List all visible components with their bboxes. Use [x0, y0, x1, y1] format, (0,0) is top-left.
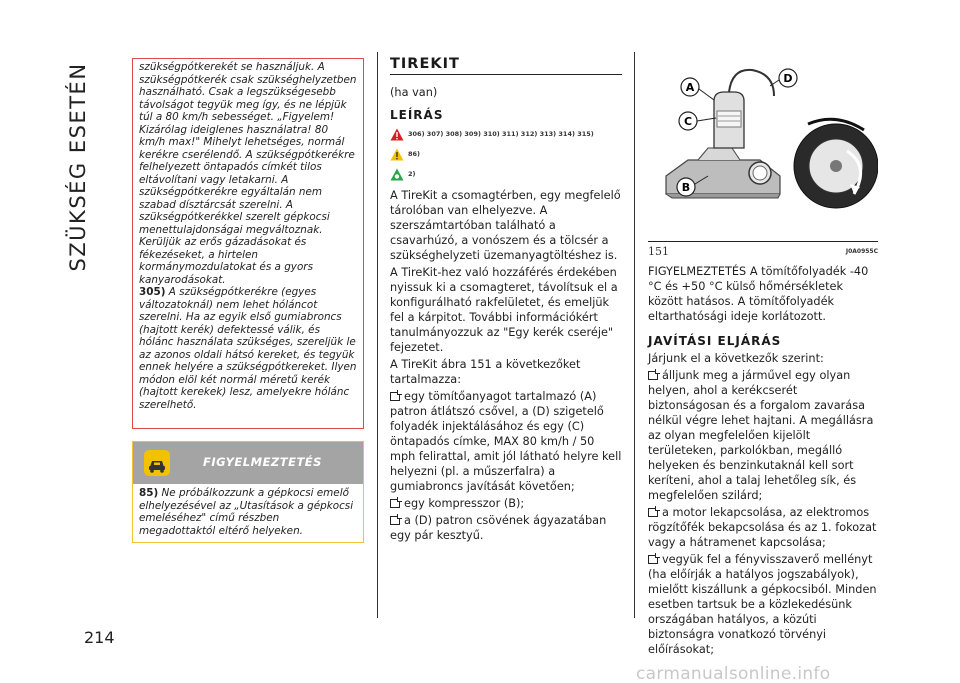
attention-item	[139, 487, 357, 537]
repair-procedure-heading: JAVÍTÁSI ELJÁRÁS	[648, 334, 782, 348]
list-item: egy kompresszor (B);	[390, 496, 622, 511]
list-item: a motor lekapcsolása, az elektromos rögzítőfék bekapcsolása és az 1. fokozat vagy a hátramenet kapcsolása;	[648, 506, 877, 549]
caution-triangle-icon	[390, 148, 404, 161]
caution-refs-text: 86)	[408, 150, 421, 158]
label-b: B	[681, 181, 691, 194]
warning-item-number: 305)	[139, 286, 166, 298]
checkbox-bullet-icon	[648, 555, 658, 564]
warning-refs-text: 306) 307) 308) 309) 310) 311) 312) 313) 314) 315)	[408, 130, 594, 138]
figure-number: 151	[648, 245, 669, 258]
paragraph: A TireKit a csomagtérben, egy megfelelő tárolóban van elhelyezve. A szerszámtartóban található a csavarhúzó, a vonószem és a tölcsér a szükséghelyzeti üzemanyagtöltéshez is.	[390, 189, 621, 262]
tirekit-figure	[648, 56, 878, 239]
attention-title: FIGYELMEZTETÉS	[203, 455, 322, 469]
checkbox-bullet-icon	[648, 371, 658, 380]
page-number: 214	[84, 628, 115, 647]
description-heading: LEÍRÁS	[390, 108, 444, 122]
environment-references	[390, 166, 622, 182]
warning-item	[139, 286, 357, 411]
repair-column	[648, 56, 878, 657]
list-item: álljunk meg a járművel egy olyan helyen, ahol a kerékcserét biztonságosan és a forgalom zavarása nélkül végre lehet hajtani. A megállásra az olyan megfelelően kijelölt területeken, parkolókban, megálló helyeken és benzinkutaknál kell sort keríteni, ahol a talaj lehetőleg sík, és megfelelően szilárd;	[648, 369, 874, 502]
side-section-title: SZÜKSÉG ESETÉN	[66, 62, 90, 272]
caution-references	[390, 146, 622, 162]
label-a: A	[685, 81, 695, 94]
tirekit-column	[390, 56, 622, 543]
checkbox-bullet-icon	[390, 516, 400, 525]
label-d: D	[783, 72, 793, 85]
paragraph: Járjunk el a következők szerint:	[648, 352, 824, 365]
environment-refs-text: 2)	[408, 170, 416, 178]
car-warning-icon	[143, 449, 171, 477]
column-divider-1	[377, 52, 378, 618]
figure-rule	[648, 241, 878, 242]
availability-note: (ha van)	[390, 86, 438, 99]
warning-references	[390, 126, 622, 142]
danger-triangle-icon	[390, 128, 404, 141]
figure-code: J0A0955C	[845, 248, 878, 255]
paragraph: FIGYELMEZTETÉS A tömítőfolyadék -40 °C és +50 °C külső hőmérsékletek között hatásos. A tömítőfolyadék eltarthatósági ideje korlátozott.	[648, 265, 869, 323]
checkbox-bullet-icon	[648, 508, 658, 517]
list-item: a (D) patron csövének ágyazatában egy pár kesztyű.	[390, 514, 607, 542]
warning-box	[132, 58, 364, 429]
tirekit-illustration	[648, 56, 878, 239]
paragraph: A TireKit ábra 151 a következőket tartalmazza:	[390, 358, 581, 386]
warning-intro-text: szükségpótkerekét se használjuk. A szükségpótkerék csak szükséghelyzetben használható. Csak a legszükségesebb távolságot tegyük meg így, és ne lépjük túl a 80 km/h sebességet. „Figyelem! Kizárólag ideiglenes használatra! 80 km/h max!" Mihelyt lehetséges, normál kerékre cserélendő. A szükségpótkerékre felhelyezett öntapadós címkét tilos eltávolítani vagy letakarni. A szükségpótkerékre egyáltalán nem szabad dísztárcsát szerelni. A szükségpótkerékkel szerelt gépkocsi menettulajdonságai megváltoznak. Kerüljük az erős gázadásokat és fékezéseket, a hirtelen kormánymozdulatokat és a gyors kanyarodásokat.	[139, 61, 357, 286]
attention-item-text: Ne próbálkozzunk a gépkocsi emelő elhelyezésével az „Utasítások a gépkocsi emeléséhez" című részben megadottaktól eltérő helyeken.	[139, 487, 354, 537]
environment-triangle-icon	[390, 168, 404, 181]
attention-box	[132, 441, 364, 543]
list-item: vegyük fel a fényvisszaverő mellényt (ha előírják a hatályos jogszabályok), mielőtt kiszállunk a gépkocsiból. Minden esetben tartsuk be a közlekedésünk országában hatályos, a közúti biztonságra vonatkozó törvényi előírásokat;	[648, 553, 877, 656]
figure-caption	[648, 245, 878, 258]
attention-header	[133, 442, 363, 484]
watermark: carmanualsonline.info	[636, 664, 831, 683]
warning-item-text: A szükségpótkerékre (egyes változatoknál) nem lehet hóláncot szerelni. Ha az egyik első gumiabroncs (hajtott kerék) defektessé válik, és hólánc használata szükséges, szereljük le az azonos oldali hátsó kereket, és tegyük ennek helyére a szükségpótkereket. Ilyen módon elöl két normál méretű kerék (hajtott kerekek) lesz, amelyekre hólánc szerelhető.	[139, 286, 357, 411]
attention-item-number: 85)	[139, 487, 159, 499]
paragraph: A TireKit-hez való hozzáférés érdekében nyissuk ki a csomagteret, távolítsuk el a konfigurálható rakfelületet, és emeljük fel a kárpitot. További információkért tanulmányozzuk az "Egy kerék cseréje" fejezetet.	[390, 266, 618, 354]
label-c: C	[683, 115, 693, 128]
section-heading: TIREKIT	[390, 56, 622, 75]
checkbox-bullet-icon	[390, 392, 400, 401]
checkbox-bullet-icon	[390, 499, 400, 508]
column-divider-2	[634, 52, 635, 618]
list-item: egy tömítőanyagot tartalmazó (A) patron átlátszó csővel, a (D) szigetelő folyadék injektálásához és egy (C) öntapadós címke, MAX 80 km/h / 50 mph felirattal, amit jól látható helyre kell helyezni (pl. a műszerfalra) a gumiabroncs javítását követően;	[390, 390, 622, 493]
